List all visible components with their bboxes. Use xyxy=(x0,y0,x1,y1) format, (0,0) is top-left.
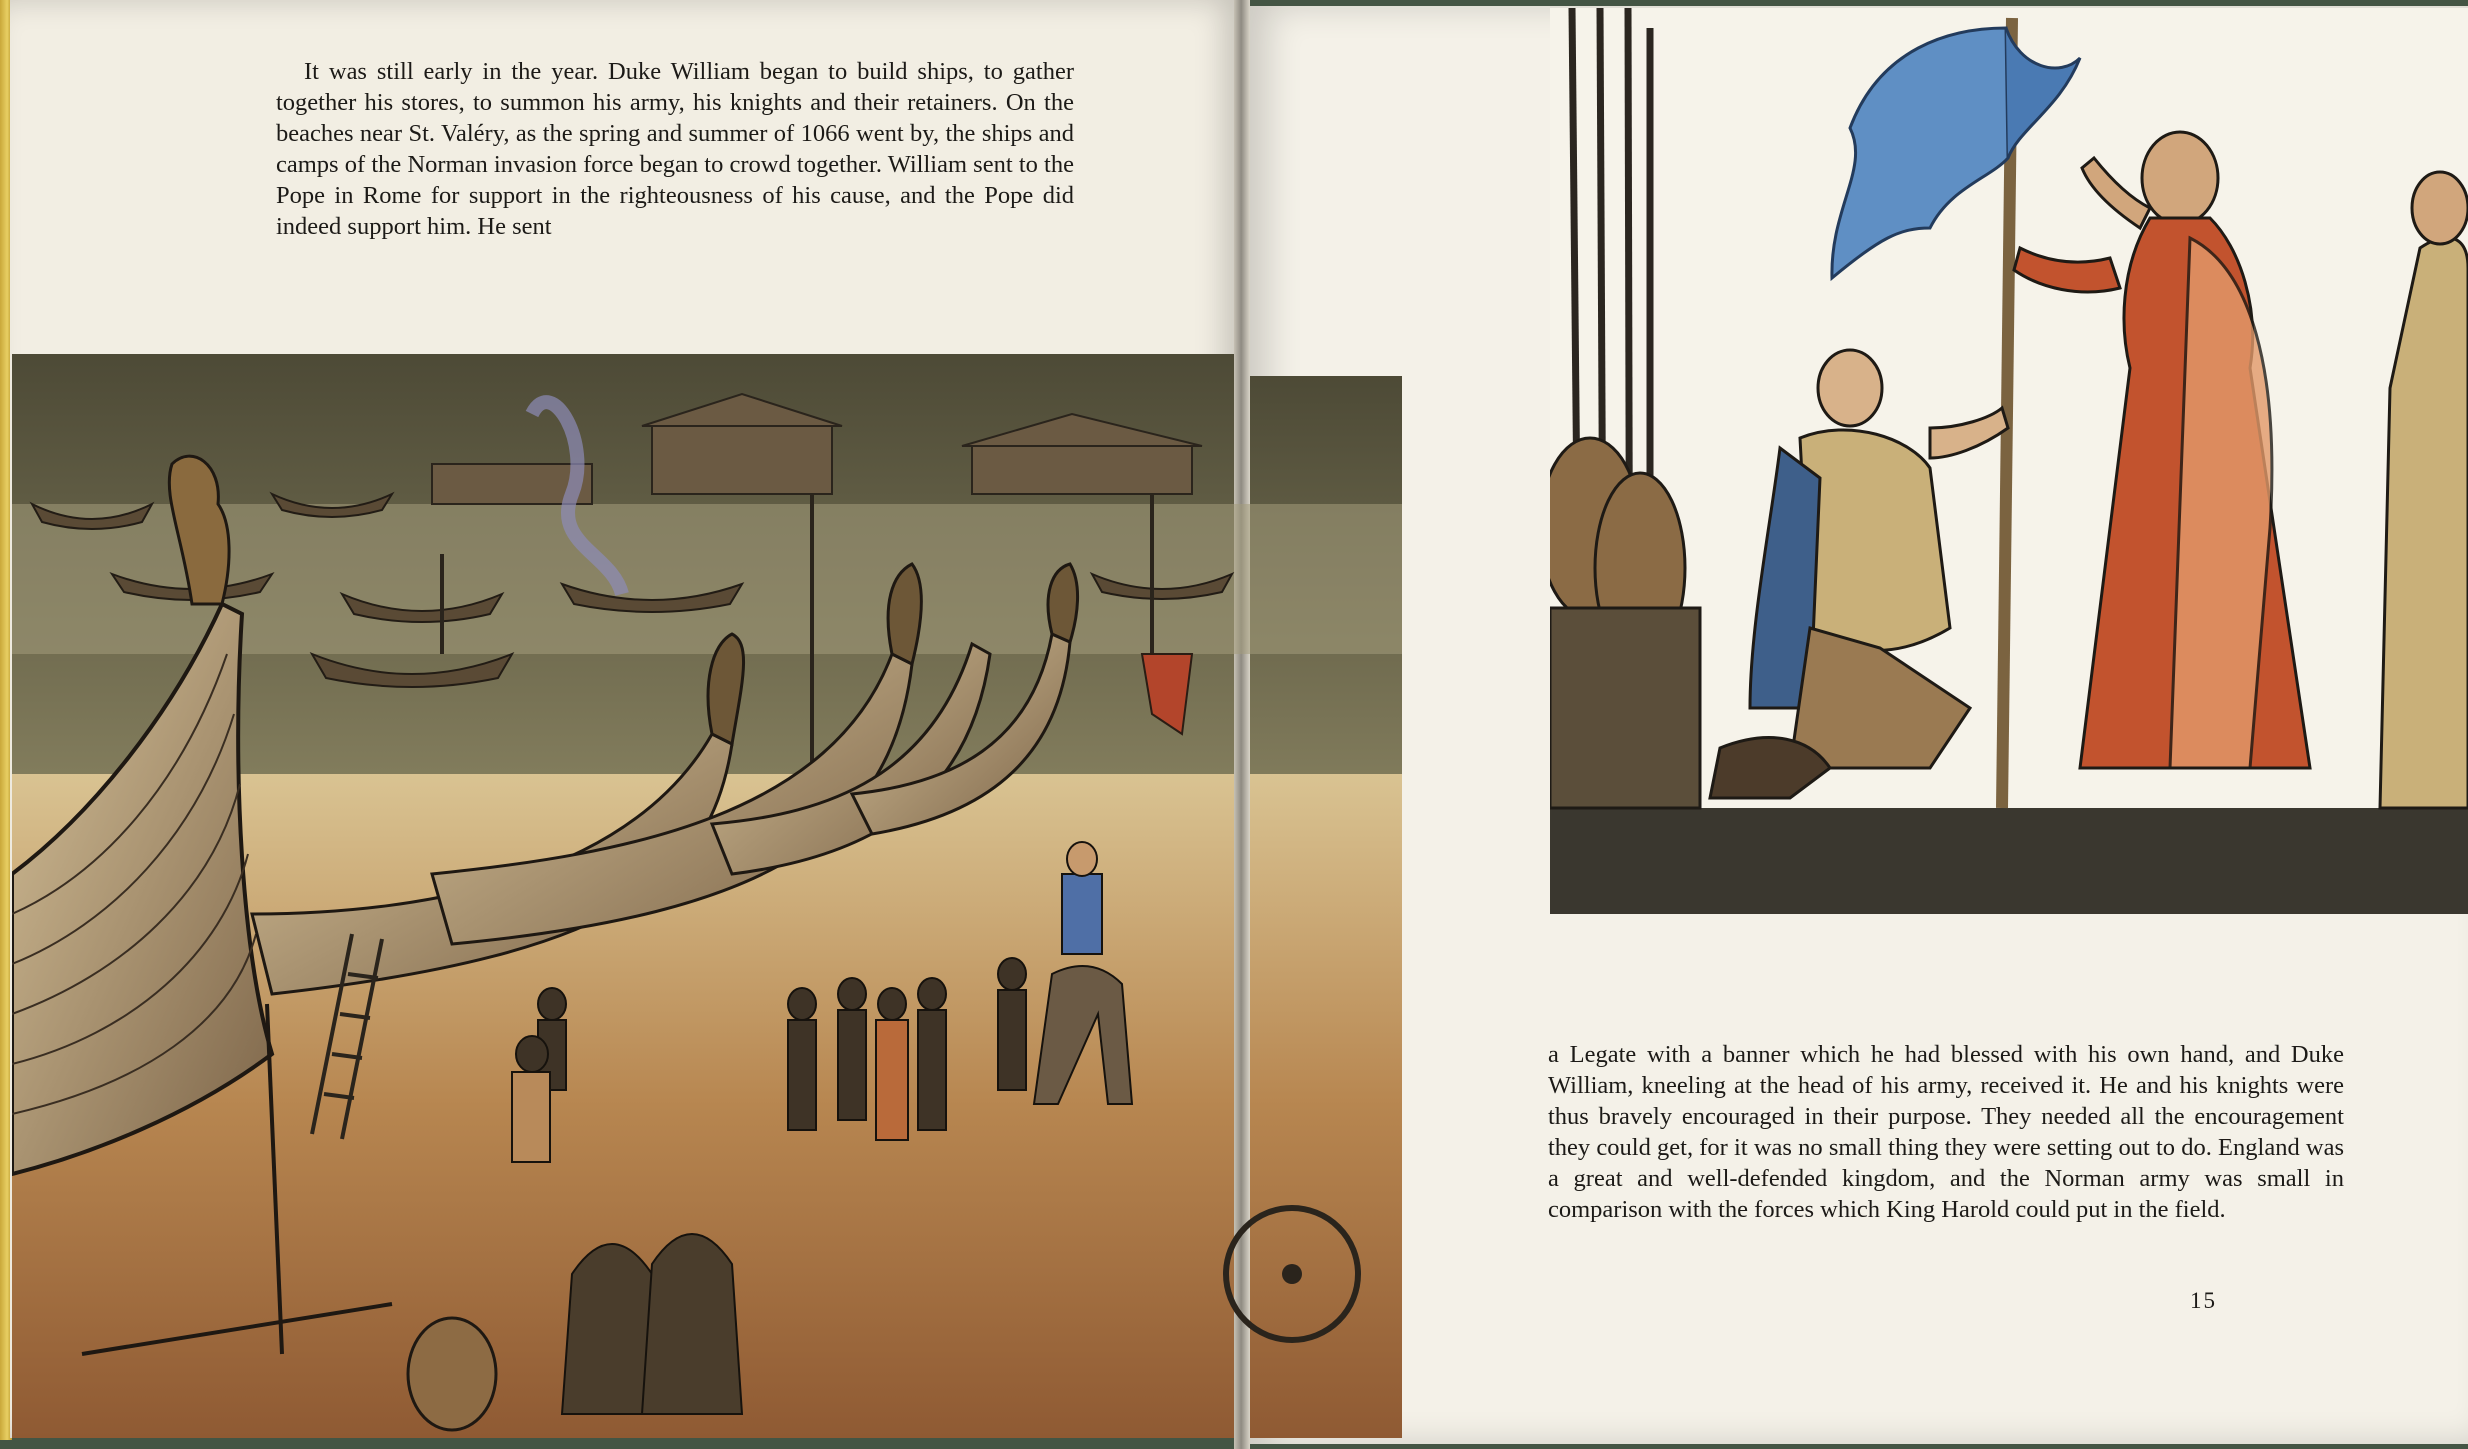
harbour-ships-illustration xyxy=(12,354,1402,1438)
kneeling-duke-illustration xyxy=(1550,8,2468,914)
left-page-paragraph: It was still early in the year. Duke William began to build ships, to gather together his stores, to summon his army, his knights and their retainers. On the beaches near St. Valéry, as the spring and summer of 1066 went by, the ships and camps of the Norman invasion force began to crowd together. William sent to the Pope in Rome for support in the righteousness of his cause, and the Pope did indeed support him. He sent xyxy=(276,58,1074,240)
page-number: 15 xyxy=(2190,1288,2217,1313)
right-page-paragraph: a Legate with a banner which he had blessed with his own hand, and Duke William, kneeling at the head of his army, received it. He and his knights were thus bravely encouraged in their purpose. They needed all the encouragement they could get, for it was no small thing they were setting out to do. England was a great and well-defended kingdom, and the Norman army was small in comparison with the forces which King Harold could put in the field. xyxy=(1548,1041,2344,1223)
